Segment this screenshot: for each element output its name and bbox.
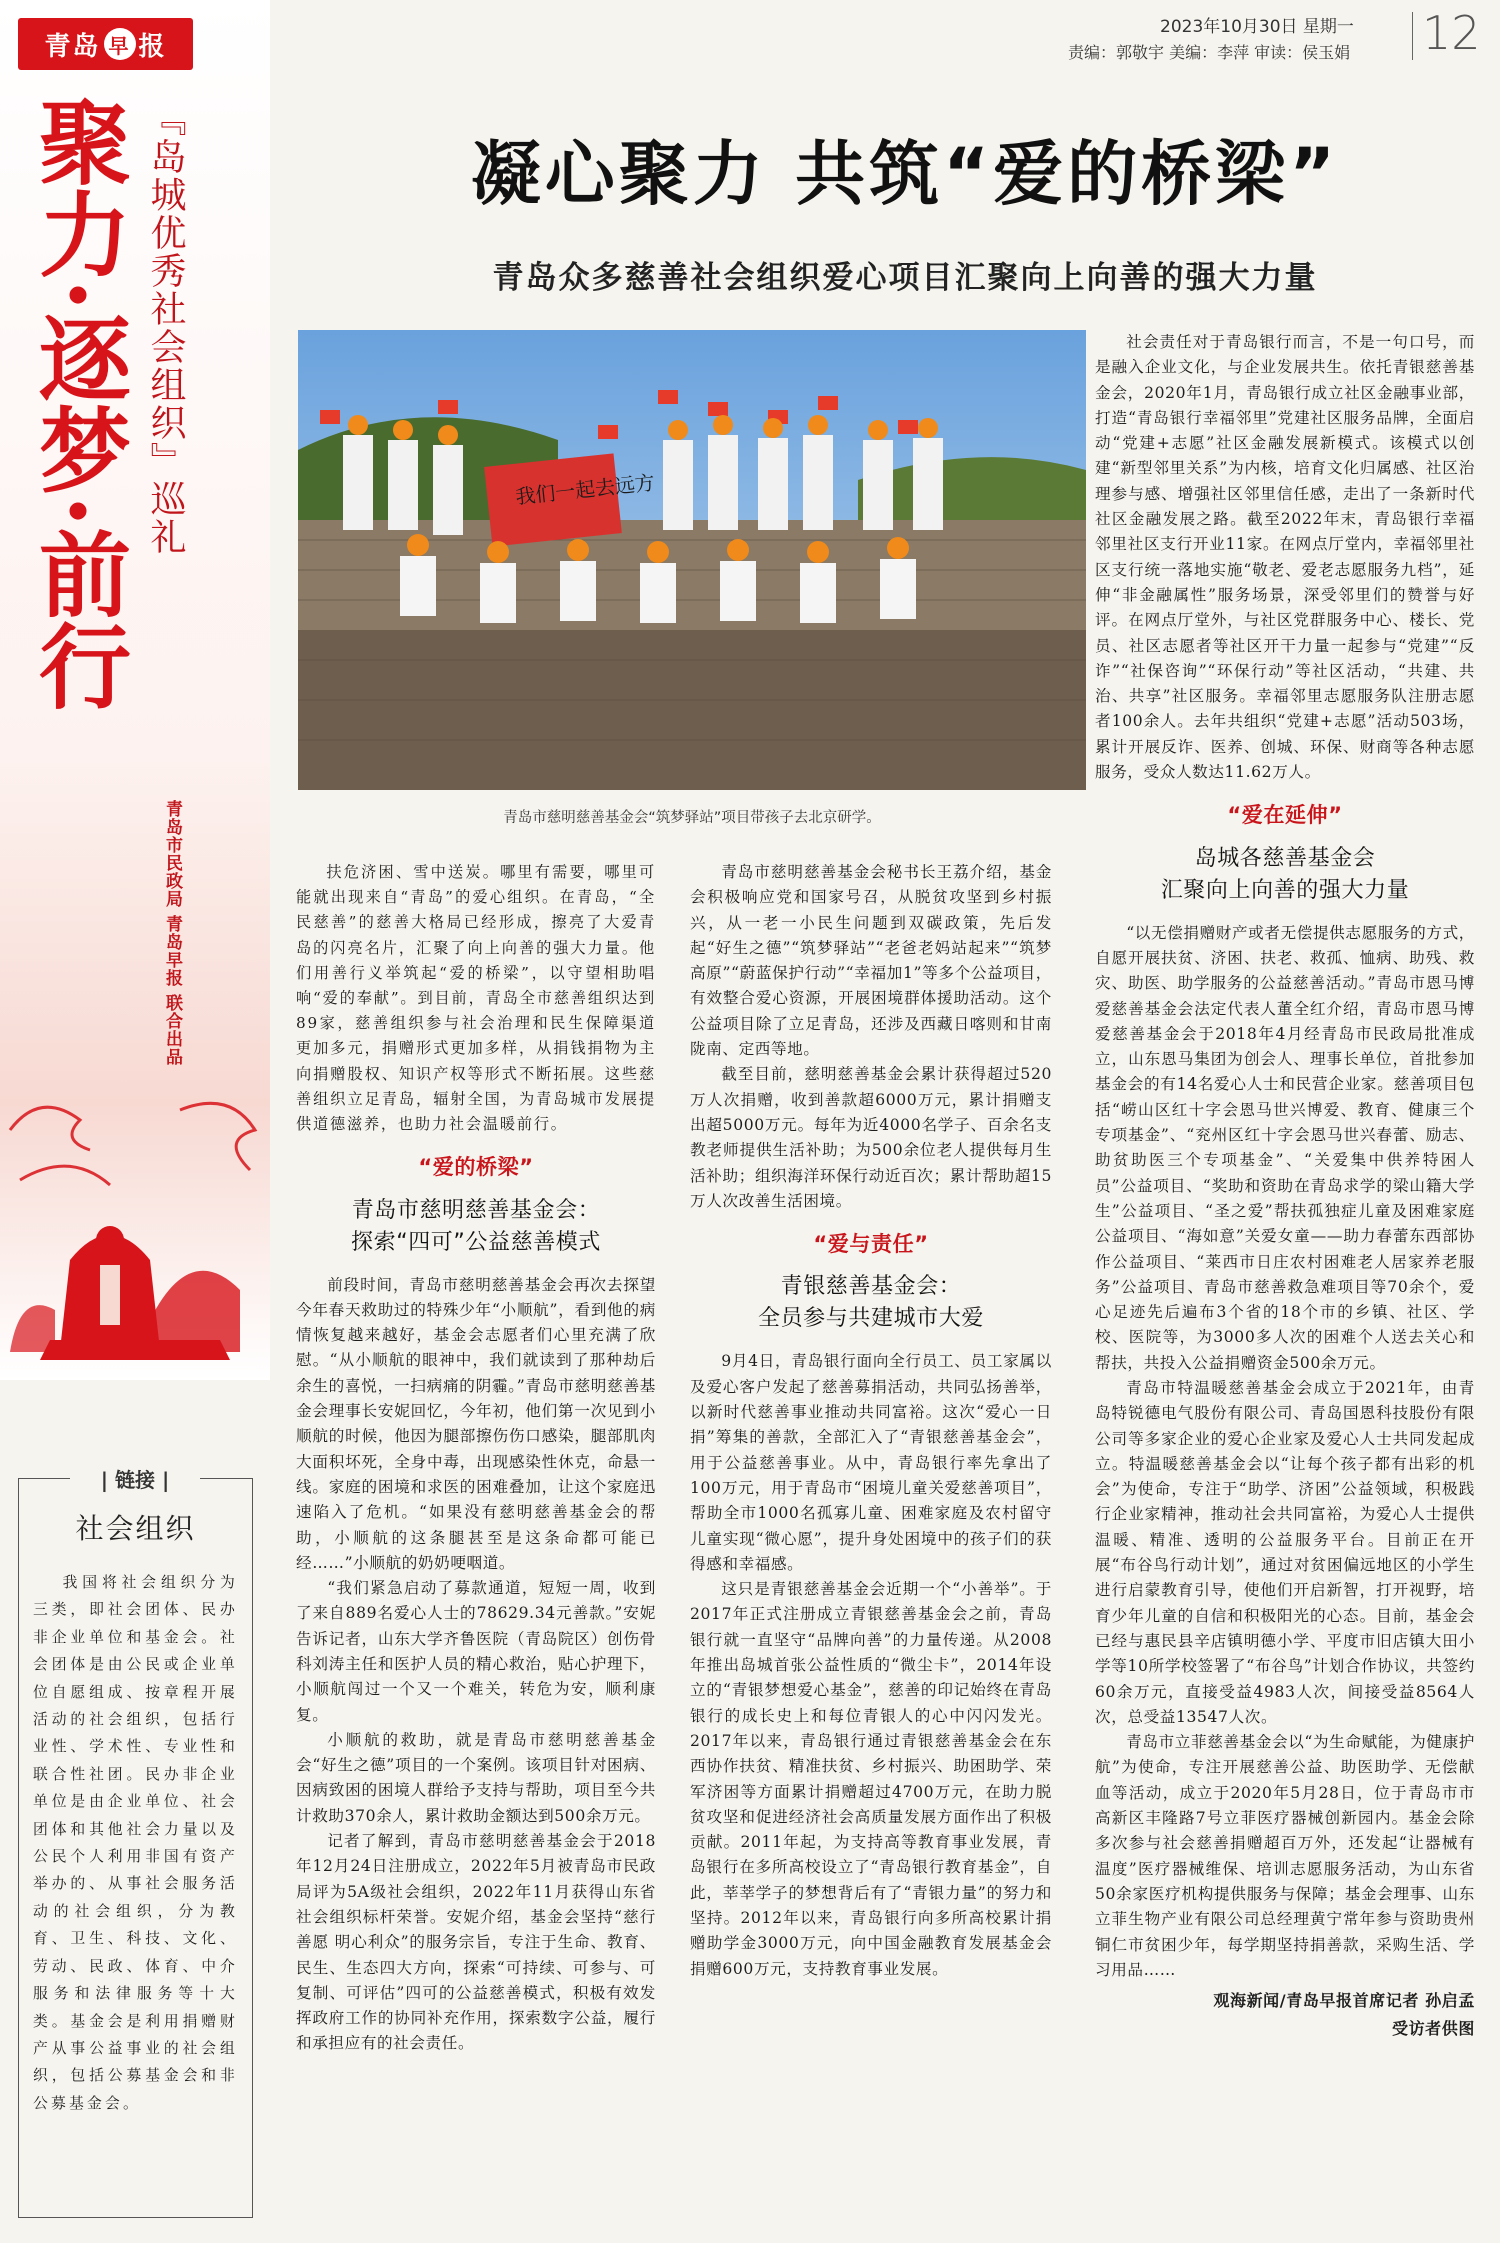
issue-date: 2023年10月30日 星期一 — [1160, 17, 1354, 37]
sidebar-tag: | 链接 | — [70, 1464, 200, 1493]
section-2-paragraph: 这只是青银慈善基金会近期一个“小善举”。于2017年正式注册成立青银慈善基金会之前，青岛银行就一直坚守“品牌向善”的力量传递。从2008年推出岛城首张公益性质的“微尘卡”，2014年设立的“青银梦想爱心基金”，慈善的印记始终在青岛银行的成长史上和每位青银人的心中闪闪发光。2017年以来，青岛银行通过青银慈善基金会在东西协作扶贫、精准扶贫、乡村振兴、助困助学、荣军济困等方面累计捐赠超过4700万元，在助力脱贫攻坚和促进经济社会高质量发展方面作出了积极贡献。2011年起，为支持高等教育事业发展，青岛银行在多所高校设立了“青岛银行教育基金”，自此，莘莘学子的梦想背后有了“青银力量”的努力和坚持。2012年以来，青岛银行向多所高校累计捐赠助学金3000万元，向中国金融教育发展基金会捐赠600万元，支持教育事业发展。 — [690, 1580, 1052, 1978]
section-2-title — [690, 1271, 1052, 1335]
logo-emblem: 早 — [104, 28, 136, 60]
section-1-paragraph: “我们紧急启动了募款通道，短短一周，收到了来自889名爱心人士的78629.34元善款。”安妮告诉记者，山东大学齐鲁医院（青岛院区）创伤骨科刘涛主任和医护人员的精心救治，贴心护理下，小顺航闯过一个又一个难关，转危为安，顺利康复。 — [296, 1579, 656, 1724]
sidebar-link-box — [18, 1478, 253, 2218]
section-3-title-line-2: 汇聚向上向善的强大力量 — [1160, 877, 1410, 903]
rail-slogan: 聚力·逐梦·前行 — [24, 95, 132, 712]
section-1-title-line-2: 探索“四可”公益慈善模式 — [351, 1229, 601, 1255]
page-number-divider — [1412, 12, 1413, 60]
section-3-title — [1095, 843, 1475, 907]
section-2-paragraph: 9月4日，青岛银行面向全行员工、员工家属以及爱心客户发起了慈善募捐活动，共同弘扬善举，以新时代慈善事业推动共同富裕。这次“爱心一日捐”筹集的善款，全部汇入了“青银慈善基金会”，用于公益慈善事业。从中，青岛银行率先拿出了100万元，用于青岛市“困境儿童关爱慈善项目”，帮助全市1000名孤寡儿童、困难家庭及农村留守儿童实现“微心愿”，提升身处困境中的孩子们的获得感和幸福感。 — [690, 1352, 1052, 1573]
section-1-paragraph: 记者了解到，青岛市慈明慈善基金会于2018年12月24日注册成立，2022年5月被青岛市民政局评为5A级社会组织，2022年11月获得山东省社会组织标杆荣誉。安妮介绍，基金会坚持“慈行善愿 明心利众”的服务宗旨，专注于生命、教育、民生、生态四大方向，探索“可持续、可参与、可复制、可评估”四可的公益慈善模式，积极有效发挥政府工作的协同补充作用，探索数字公益，履行和承担应有的社会责任。 — [296, 1832, 656, 2053]
rail-series-title: 『岛城优秀社会组织』巡礼 — [145, 100, 186, 556]
article-photo — [298, 330, 1086, 790]
group-photo-image — [298, 330, 1086, 790]
reporter-credit — [1095, 1987, 1475, 2043]
photo-credit-line: 受访者供图 — [1391, 2019, 1475, 2039]
section-1-tag: “爱的桥梁” — [418, 1155, 534, 1180]
section-1-paragraph: 前段时间，青岛市慈明慈善基金会再次去探望今年春天救助过的特殊少年“小顺航”，看到他的病情恢复越来越好，基金会志愿者们心里充满了欣慰。“从小顺航的眼神中，我们就读到了那种劫后余生的喜悦，一扫病痛的阴霾。”青岛市慈明慈善基金会理事长安妮回忆，今年初，他们第一次见到小顺航的时候，他因为腿部擦伤伤口感染，腿部肌肉大面积坏死，全身中毒，出现感染性休克，命悬一线。家庭的困境和求医的困难叠加，让这个家庭迅速陷入了危机。“如果没有慈明慈善基金会的帮助，小顺航的这条腿甚至是这条命都可能已经……”小顺航的奶奶哽咽道。 — [296, 1275, 656, 1572]
subheadline: 青岛众多慈善社会组织爱心项目汇聚向上向善的强大力量 — [492, 260, 1318, 296]
reporter-credit-line: 观海新闻/青岛早报首席记者 孙启孟 — [1213, 1991, 1475, 2011]
section-3-paragraph: “以无偿捐赠财产或者无偿提供志愿服务的方式，自愿开展扶贫、济困、扶老、救孤、恤病、助残、救灾、助医、助学服务的公益慈善活动。”青岛市恩马博爱慈善基金会法定代表人董全红介绍，青岛市恩马博爱慈善基金会于2018年4月经青岛市民政局批准成立，山东恩马集团为创会人、理事长单位，首批参加基金会的有14名爱心人士和民营企业家。慈善项目包括“崂山区红十字会恩马世兴博爱、教育、健康三个专项基金”、“兖州区红十字会恩马世兴春蕾、励志、助贫助医三个专项基金”、“关爱集中供养特困人员”公益项目、“奖助和资助在青岛求学的梁山籍大学生”公益项目、“圣之爱”帮扶孤独症儿童及困难家庭公益项目、“海如意”关爱女童——助力春蕾东西部协作公益项目、“莱西市日庄农村困难老人居家养老服务”公益项目、青岛市慈善救急难项目等70余个，爱心足迹先后遍布3个省的18个市的乡镇、社区、学校、医院等，为3000多人次的困难个人送去关心和帮扶，共投入公益捐赠资金500余万元。 — [1095, 923, 1475, 1372]
page-number: 12 — [1422, 6, 1481, 60]
logo-text-left: 青岛 — [44, 31, 101, 62]
banner-text: 我们一起去远方 — [514, 470, 656, 509]
section-3-paragraph: 青岛市立菲慈善基金会以“为生命赋能，为健康护航”为使命，专注开展慈善公益、助医助学、无偿献血等活动，成立于2020年5月28日，位于青岛市市高新区丰隆路7号立菲医疗器械创新园内。基金会除多次参与社会慈善捐赠超百万外，还发起“让器械有温度”医疗器械维保、培训志愿服务活动，为山东省50余家医疗机构提供服务与保障；基金会理事、山东立菲生物产业有限公司总经理黄宁常年参与资助贵州铜仁市贫困少年，每学期坚持捐善款，采购生活、学习用品…… — [1095, 1733, 1475, 1979]
section-3-tag: “爱在延伸” — [1227, 803, 1343, 828]
editor-credits: 责编：郭敬宇 美编：李萍 审读：侯玉娟 — [1068, 43, 1351, 62]
photo-caption: 青岛市慈明慈善基金会“筑梦驿站”项目带孩子去北京研学。 — [503, 810, 881, 826]
section-3-title-line-1: 岛城各慈善基金会 — [1194, 845, 1376, 871]
sidebar-heading: 社会组织 — [75, 1512, 196, 1545]
left-rail — [0, 0, 270, 2243]
section-1-title — [296, 1195, 656, 1259]
article-column-1 — [296, 860, 656, 2057]
sidebar-body: 我国将社会组织分为三类，即社会团体、民办非企业单位和基金会。社会团体是由公民或企业单位自愿组成、按章程开展活动的社会组织，包括行业性、学术性、专业性和联合性社团。民办非企业单位是由企业单位、社会团体和其他社会力量以及公民个人利用非国有资产举办的、从事社会服务活动的社会组织，分为教育、卫生、科技、文化、劳动、民政、体育、中介服务和法律服务等十大类。基金会是利用捐赠财产从事公益事业的社会组织，包括公募基金会和非公募基金会。 — [33, 1574, 238, 2112]
section-2-title-line-1: 青银慈善基金会： — [780, 1274, 962, 1300]
section-2-tag: “爱与责任” — [813, 1232, 929, 1257]
masthead-logo — [18, 18, 193, 70]
rail-producer-credit: 青岛市民政局 青岛早报 联合出品 — [162, 800, 182, 1066]
section-3-paragraph: 青岛市特温暖慈善基金会成立于2021年，由青岛特锐德电气股份有限公司、青岛国恩科技股份有限公司等多家企业的爱心企业家及爱心人士共同发起成立。特温暖慈善基金会以“让每个孩子都有出彩的机会”为使命，专注于“助学、济困”公益领域，积极践行企业家精神，推动社会共同富裕，为爱心人士提供温暖、精准、透明的公益服务平台。目前正在开展“布谷鸟行动计划”，通过对贫困偏远地区的小学生进行启蒙教育引导，使他们开启新智，打开视野，培育少年儿童的自信和积极阳光的心态。目前，基金会已经与惠民县辛店镇明德小学、平度市旧店镇大田小学等10所学校签署了“布谷鸟”计划合作协议，共签约60余万元，直接受益4983人次，间接受益8564人次，总受益13547人次。 — [1095, 1378, 1475, 1726]
article-intro: 扶危济困、雪中送炭。哪里有需要，哪里可能就出现来自“青岛”的爱心组织。在青岛，“全民慈善”的慈善大格局已经形成，擦亮了大爱青岛的闪亮名片，汇聚了向上向善的强大力量。他们用善行义举筑起“爱的桥梁”，以守望相助唱响“爱的奉献”。到目前，青岛全市慈善组织达到89家，慈善组织参与社会治理和民生保障渠道更加多元，捐赠形式更加多样，从捐钱捐物为主向捐赠股权、知识产权等形式不断拓展。这些慈善组织立足青岛，辐射全国，为青岛城市发展提供道德滋养，也助力社会温暖前行。 — [296, 863, 656, 1134]
section-1-paragraph: 青岛市慈明慈善基金会秘书长王荔介绍，基金会积极响应党和国家号召，从脱贫攻坚到乡村振兴，从一老一小民生问题到双碳政策，先后发起“好生之德”“筑梦驿站”“老爸老妈站起来”“筑梦高原”“蔚蓝保护行动”“幸福加1”等多个公益项目，有效整合爱心资源，开展困境群体援助活动。这个公益项目除了立足青岛，还涉及西藏日喀则和甘南陇南、定西等地。 — [690, 863, 1052, 1059]
section-1-title-line-1: 青岛市慈明慈善基金会： — [351, 1197, 601, 1223]
section-2-title-line-2: 全员参与共建城市大爱 — [757, 1306, 984, 1332]
section-1-paragraph: 小顺航的救助，就是青岛市慈明慈善基金会“好生之德”项目的一个案例。该项目针对困病、因病致困的困境人群给予支持与帮助，项目至今共计救助370余人，累计救助金额达到500余万元。 — [296, 1730, 656, 1825]
article-column-3 — [1095, 330, 1475, 2043]
headline: 凝心聚力 共筑“爱的桥梁” — [470, 133, 1340, 215]
logo-text-right: 报 — [138, 31, 167, 62]
article-column-2 — [690, 860, 1052, 1982]
section-2-paragraph: 社会责任对于青岛银行而言，不是一句口号，而是融入企业文化，与企业发展共生。依托青银慈善基金会，2020年1月，青岛银行成立社区金融事业部，打造“青岛银行幸福邻里”党建社区服务品牌，全面启动“党建+志愿”社区金融发展新模式。该模式以创建“新型邻里关系”为内核，培育文化归属感、社区治理参与感、增强社区邻里信任感，走出了一条新时代社区金融发展之路。截至2022年末，青岛银行幸福邻里社区支行开业11家。在网点厅堂内，幸福邻里社区支行统一落地实施“敬老、爱老志愿服务九档”，延伸“非金融属性”服务场景，深受邻里们的赞誉与好评。在网点厅堂外，与社区党群服务中心、楼长、党员、社区志愿者等社区开干力量一起参与“党建”“反诈”“社保咨询”“环保行动”等社区活动，“共建、共治、共享”社区服务。幸福邻里志愿服务队注册志愿者100余人。去年共组织“党建+志愿”活动503场，累计开展反诈、医养、创城、环保、财商等各种志愿服务，受众人数达11.62万人。 — [1095, 333, 1475, 782]
section-1-paragraph: 截至目前，慈明慈善基金会累计获得超过520万人次捐赠，收到善款超6000万元，累计捐赠支出超5000万元。每年为近4000名学子、百余名支教老师提供生活补助；为500余位老人提供每月生活补助；组织海洋环保行动近百次；累计帮助超15万人次改善生活困境。 — [690, 1065, 1052, 1210]
landmark-decoration-icon — [0, 1090, 270, 1380]
